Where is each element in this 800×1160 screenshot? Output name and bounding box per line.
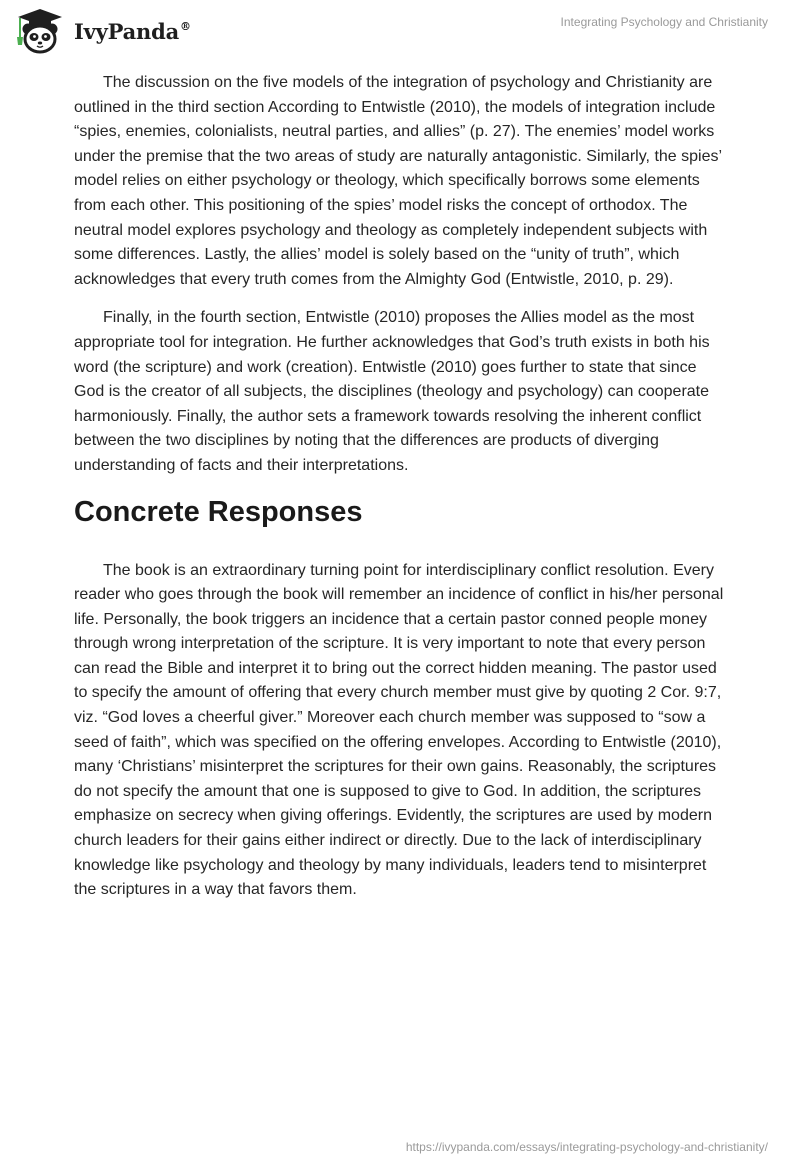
paragraph: Finally, in the fourth section, Entwistle (2010) proposes the Allies model as the most appropriate tool for integration. He further acknowledges that God’s truth exists in both his word (the scripture) and work (creation). Entwistle (2010) goes further to state that since God is the creator of all subjects, the disciplines (theology and psychology) can cooperate harmoniously. Finally, the author sets a framework towards resolving the inherent conflict between the two disciplines by noting that the differences are products of diverging understanding of facts and their interpretations. <box>74 309 710 474</box>
document-title: Integrating Psychology and Christianity <box>560 15 768 29</box>
page-header <box>0 0 800 62</box>
paragraph: The discussion on the five models of the integration of psychology and Christianity are outlined in the third section According to Entwistle (2010), the models of integration include “spies, enemies, colonialists, neutral parties, and allies” (p. 27). The enemies’ model works under the premise that the two areas of study are naturally antagonistic. Similarly, the spies’ model relies on either psychology or theology, which specifically borrows some elements from each other. This positioning of the spies’ model risks the concept of orthodox. The neutral model explores psychology and theology as completely independent subjects with some differences. Lastly, the allies’ model is solely based on the “unity of truth”, which acknowledges that every truth comes from the Almighty God (Entwistle, 2010, p. 29). <box>74 74 722 288</box>
paragraph: The book is an extraordinary turning point for interdisciplinary conflict resolution. Every reader who goes through the book will remember an incidence of conflict in his/her personal life. Personally, the book triggers an incidence that a certain pastor conned people money through wrong interpretation of the scripture. It is very important to note that every person can read the Bible and interpret it to bring out the correct hidden meaning. The pastor used to specify the amount of offering that every church member must give by quoting 2 Cor. 9:7, viz. “God loves a cheerful giver.” Moreover each church member was supposed to “sow a seed of faith”, which was specified on the offering envelopes. According to Entwistle (2010), many ‘Christians’ misinterpret the scriptures for their own gains. Reasonably, the scriptures do not specify the amount that one is supposed to give to God. In addition, the scriptures emphasize on secrecy when giving offerings. Evidently, the scriptures are used by modern church leaders for their gains either indirect or directly. Due to the lack of interdisciplinary knowledge like psychology and theology by many individuals, leaders tend to misinterpret the scriptures in a way that favors them. <box>74 561 724 899</box>
source-url[interactable]: https://ivypanda.com/essays/integrating-psychology-and-christianity/ <box>405 1140 768 1154</box>
brand-name: IvyPanda® <box>74 18 191 44</box>
essay-content <box>74 71 726 917</box>
ivypanda-logo[interactable] <box>14 7 191 55</box>
panda-graduation-cap-icon <box>14 7 66 55</box>
section-heading: Concrete Responses <box>74 495 363 528</box>
